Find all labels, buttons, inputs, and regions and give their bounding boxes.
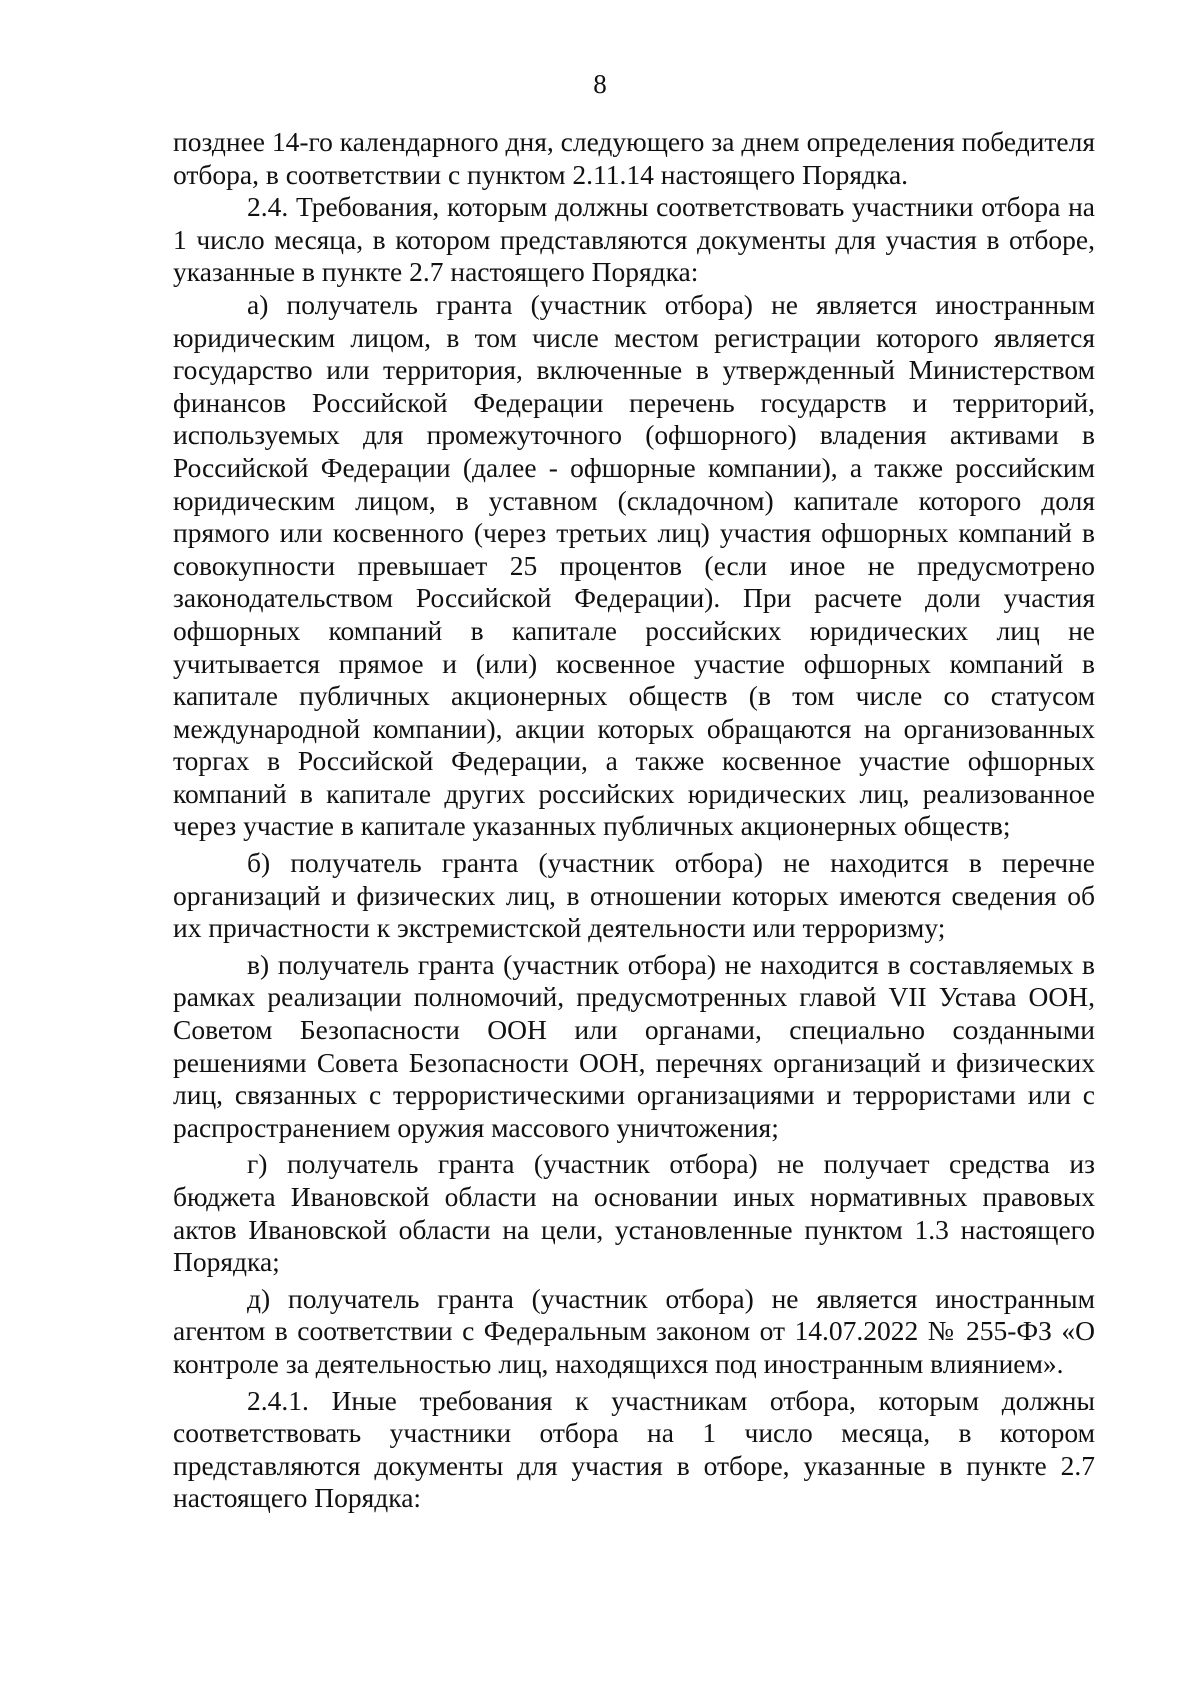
paragraph-section-2-4: 2.4. Требования, которым должны соответствовать участники отбора на 1 число месяца, в котором представляются документы для участия в отборе, указанные в пункте 2.7 настоящего Порядка:: [173, 191, 1095, 288]
document-body: [173, 126, 1095, 1515]
paragraph-item-a: а) получатель гранта (участник отбора) не является иностранным юридическим лицом, в том числе местом регистрации которого является государство или территория, включенные в утвержденный Министерством финансов Российской Федерации перечень государств и территорий, используемых для промежуточного (офшорного) владения активами в Российской Федерации (далее - офшорные компании), а также российским юридическим лицом, в уставном (складочном) капитале которого доля прямого или косвенного (через третьих лиц) участия офшорных компаний в совокупности превышает 25 процентов (если иное не предусмотрено законодательством Российской Федерации). При расчете доли участия офшорных компаний в капитале российских юридических лиц не учитывается прямое и (или) косвенное участие офшорных компаний в капитале публичных акционерных обществ (в том числе со статусом международной компании), акции которых обращаются на организованных торгах в Российской Федерации, а также косвенное участие офшорных компаний в капитале других российских юридических лиц, реализованное через участие в капитале указанных публичных акционерных обществ;: [173, 288, 1095, 842]
paragraph-item-b: б) получатель гранта (участник отбора) не находится в перечне организаций и физических лиц, в отношении которых имеются сведения об их причастности к экстремистской деятельности или терроризму;: [173, 847, 1095, 944]
page-number: 8: [593, 69, 607, 99]
paragraph-item-g: г) получатель гранта (участник отбора) не получает средства из бюджета Ивановской области на основании иных нормативных правовых актов Ивановской области на цели, установленные пунктом 1.3 настоящего Порядка;: [173, 1148, 1095, 1278]
paragraph-continuation: позднее 14-го календарного дня, следующего за днем определения победителя отбора, в соответствии с пунктом 2.11.14 настоящего Порядка.: [173, 126, 1095, 190]
paragraph-item-v: в) получатель гранта (участник отбора) не находится в составляемых в рамках реализации полномочий, предусмотренных главой VII Устава ООН, Советом Безопасности ООН или органами, специально созданными решениями Совета Безопасности ООН, перечнях организаций и физических лиц, связанных с террористическими организациями и террористами или с распространением оружия массового уничтожения;: [173, 948, 1095, 1143]
paragraph-section-2-4-1: 2.4.1. Иные требования к участникам отбора, которым должны соответствовать участники отбора на 1 число месяца, в котором представляются документы для участия в отборе, указанные в пункте 2.7 настоящего Порядка:: [173, 1384, 1095, 1514]
paragraph-item-d: д) получатель гранта (участник отбора) не является иностранным агентом в соответствии с Федеральным законом от 14.07.2022 № 255-ФЗ «О контроле за деятельностью лиц, находящихся под иностранным влиянием».: [173, 1282, 1095, 1379]
